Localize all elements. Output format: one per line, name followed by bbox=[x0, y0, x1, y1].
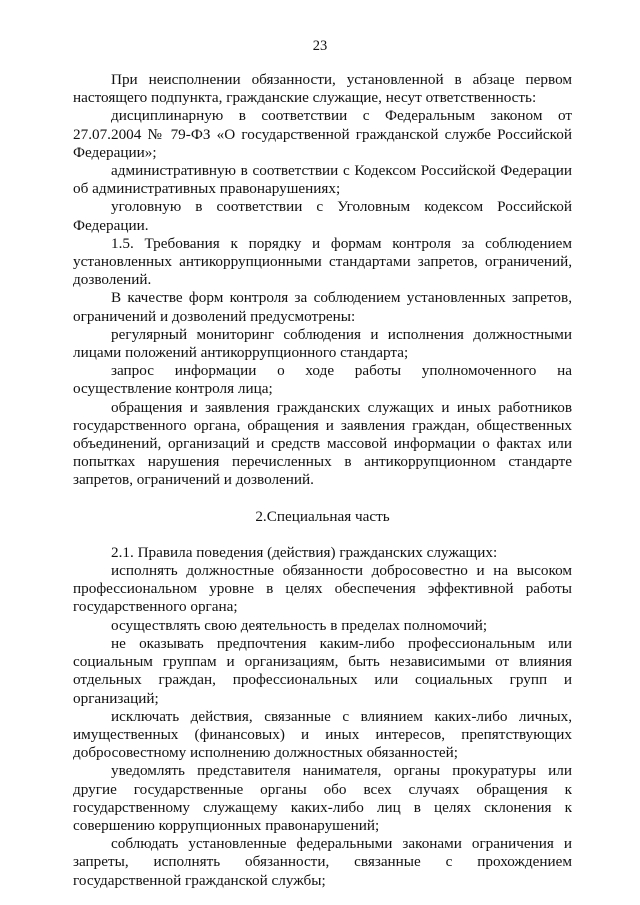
paragraph: обращения и заявления гражданских служащих и иных работников государственного органа, обращения и заявления граждан, общественных объединений, организаций и средств массовой информации о фактах или попытках нарушения перечисленных в антикоррупционном стандарте запретов, ограничений и дозволений. bbox=[73, 398, 572, 489]
paragraph: уголовную в соответствии с Уголовным кодексом Российской Федерации. bbox=[73, 198, 572, 234]
paragraph: При неисполнении обязанности, установленной в абзаце первом настоящего подпункта, гражданские служащие, несут ответственность: bbox=[73, 71, 572, 107]
paragraph: уведомлять представителя нанимателя, органы прокуратуры или другие государственные органы обо всех случаях обращения к государственному служащему каких-либо лиц в целях склонения к совершению коррупционных правонарушений; bbox=[73, 762, 572, 834]
paragraph: исключать действия, связанные с влиянием каких-либо личных, имущественных (финансовых) и иных интересов, препятствующих добросовестному исполнению должностных обязанностей; bbox=[73, 707, 572, 762]
paragraph: административную в соответствии с Кодексом Российской Федерации об административных правонарушениях; bbox=[73, 162, 572, 198]
paragraph: дисциплинарную в соответствии с Федеральным законом от 27.07.2004 № 79-ФЗ «О государственной гражданской службе Российской Федерации»; bbox=[73, 107, 572, 161]
paragraph: исполнять должностные обязанности добросовестно и на высоком профессиональном уровне в целях обеспечения эффективной работы государственного органа; bbox=[73, 562, 572, 616]
paragraph: 1.5. Требования к порядку и формам контроля за соблюдением установленных антикоррупционными стандартами запретов, ограничений, дозволений. bbox=[73, 234, 572, 289]
paragraph: В качестве форм контроля за соблюдением установленных запретов, ограничений и дозволений предусмотрены: bbox=[73, 289, 572, 325]
paragraph: соблюдать установленные федеральными законами ограничения и запреты, исполнять обязанности, связанные с прохождением государственной гражданской службы; bbox=[73, 835, 572, 889]
page-number: 23 bbox=[312, 38, 328, 54]
document-body bbox=[73, 71, 572, 890]
paragraph: запрос информации о ходе работы уполномоченного на осуществление контроля лица; bbox=[73, 362, 572, 398]
paragraph: 2.1. Правила поведения (действия) гражданских служащих: bbox=[111, 543, 498, 561]
paragraph: регулярный мониторинг соблюдения и исполнения должностными лицами положений антикоррупционного стандарта; bbox=[73, 325, 572, 362]
section-heading: 2.Специальная часть bbox=[255, 507, 390, 525]
paragraph: осуществлять свою деятельность в пределах полномочий; bbox=[111, 616, 488, 634]
paragraph: не оказывать предпочтения каким-либо профессиональным или социальным группам и организациям, быть независимыми от влияния отдельных граждан, профессиональных или социальных групп и организаций; bbox=[73, 634, 572, 707]
